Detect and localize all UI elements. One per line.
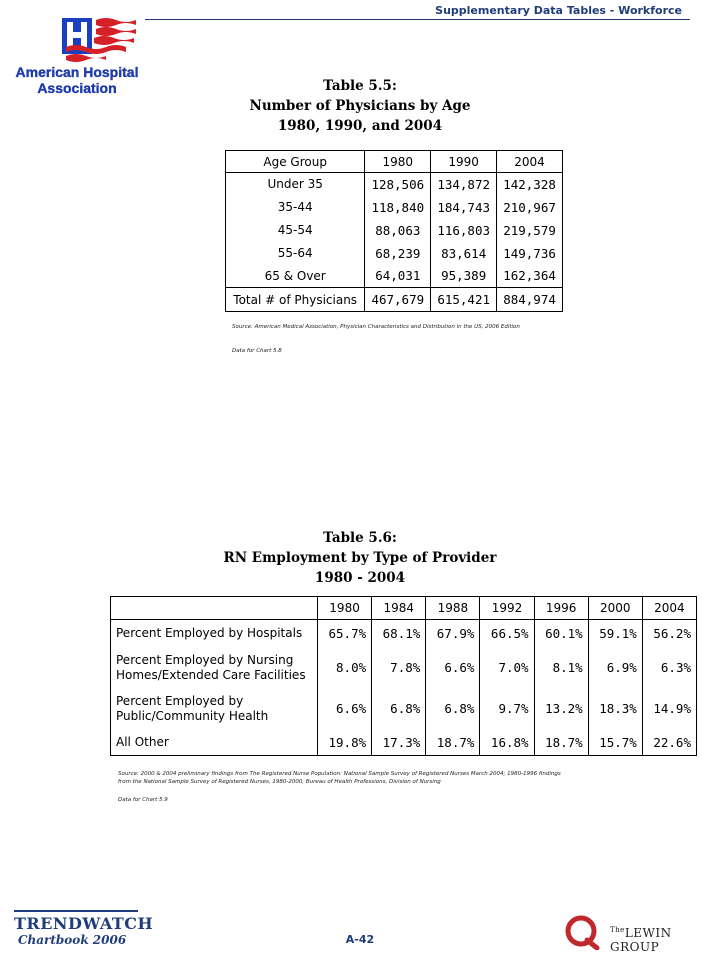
table-cell: 66.5%	[480, 620, 534, 648]
table-cell: 19.8%	[318, 730, 372, 756]
table-cell: 95,389	[431, 265, 497, 288]
row-label: 45-54	[226, 219, 365, 242]
table-5-5-source: Source: American Medical Association, Physician Characteristics and Distribution in the US, 2006 Edition	[232, 324, 520, 330]
table-cell: 18.7%	[426, 730, 480, 756]
column-header: 1990	[431, 151, 497, 173]
lewin-group-wordmark	[610, 926, 720, 954]
column-header: 1980	[365, 151, 431, 173]
table-cell: 219,579	[497, 219, 563, 242]
table-row	[226, 265, 563, 288]
column-header: 2000	[588, 597, 642, 620]
chartbook-label: Chartbook 2006	[18, 933, 127, 947]
table-cell: 59.1%	[588, 620, 642, 648]
table-header-row	[226, 151, 563, 173]
row-label: 65 & Over	[226, 265, 365, 288]
table-5-6-title-line2: RN Employment by Type of Provider	[223, 550, 497, 566]
table-cell: 15.7%	[588, 730, 642, 756]
table-cell: 184,743	[431, 196, 497, 219]
table-5-5-chart-note: Data for Chart 5.8	[232, 348, 282, 354]
lewin-name: LEWIN GROUP	[610, 926, 672, 954]
aha-wordmark-line2: Association	[37, 80, 117, 96]
table-row	[226, 219, 563, 242]
row-label	[111, 688, 318, 730]
table-cell: 134,872	[431, 173, 497, 196]
table-cell: 118,840	[365, 196, 431, 219]
table-5-6-source-line2: from the National Sample Survey of Registered Nurses, 1980-2000, Bureau of Health Professions, Division of Nursing	[118, 779, 441, 785]
table-5-6-source-line1: Source: 2000 & 2004 preliminary findings from The Registered Nurse Population: National Sample Survey of Registered Nurses March 2004; 1980-1996 findings	[118, 771, 561, 777]
column-header	[111, 597, 318, 620]
table-cell: 16.8%	[480, 730, 534, 756]
aha-wordmark-line1: American Hospital	[15, 64, 139, 80]
column-header: Age Group	[226, 151, 365, 173]
section-header-title: Supplementary Data Tables - Workforce	[435, 4, 682, 17]
table-row	[226, 173, 563, 196]
table-row	[111, 620, 697, 648]
table-cell: 210,967	[497, 196, 563, 219]
table-row	[226, 242, 563, 265]
table-cell: 884,974	[497, 288, 563, 312]
table-cell: 68,239	[365, 242, 431, 265]
row-label: 35-44	[226, 196, 365, 219]
table-cell: 615,421	[431, 288, 497, 312]
trendwatch-wordmark: TRENDWATCH	[14, 910, 138, 933]
table-cell: 6.6%	[318, 688, 372, 730]
column-header: 1988	[426, 597, 480, 620]
table-cell: 64,031	[365, 265, 431, 288]
table-cell: 7.0%	[480, 648, 534, 688]
table-5-5-title-line3: 1980, 1990, and 2004	[277, 118, 443, 134]
table-cell: 6.3%	[642, 648, 696, 688]
table-5-6-title	[0, 528, 720, 588]
table-cell: 6.6%	[426, 648, 480, 688]
table-5-6-chart-note: Data for Chart 5.9	[118, 797, 168, 803]
table-row	[111, 730, 697, 756]
table-cell: 149,736	[497, 242, 563, 265]
table-cell: 6.9%	[588, 648, 642, 688]
table-cell: 116,803	[431, 219, 497, 242]
table-cell: 14.9%	[642, 688, 696, 730]
table-cell: 6.8%	[426, 688, 480, 730]
table-cell: 18.7%	[534, 730, 588, 756]
row-label-line1: Percent Employed by Hospitals	[116, 626, 303, 641]
table-cell: 67.9%	[426, 620, 480, 648]
table-cell: 128,506	[365, 173, 431, 196]
table-cell: 142,328	[497, 173, 563, 196]
table-cell: 7.8%	[372, 648, 426, 688]
row-label-line1: Percent Employed by Nursing	[116, 652, 294, 667]
table-row	[111, 688, 697, 730]
table-cell: 68.1%	[372, 620, 426, 648]
table-cell: 13.2%	[534, 688, 588, 730]
column-header: 1984	[372, 597, 426, 620]
table-cell: 83,614	[431, 242, 497, 265]
table-cell: 8.1%	[534, 648, 588, 688]
table-cell: 467,679	[365, 288, 431, 312]
header-divider	[145, 19, 690, 20]
row-label: 55-64	[226, 242, 365, 265]
total-label: Total # of Physicians	[226, 288, 365, 312]
table-row	[111, 648, 697, 688]
table-cell: 18.3%	[588, 688, 642, 730]
table-cell: 60.1%	[534, 620, 588, 648]
table-cell: 9.7%	[480, 688, 534, 730]
rn-employment-table	[110, 596, 697, 756]
table-cell: 8.0%	[318, 648, 372, 688]
table-row	[226, 196, 563, 219]
table-header-row	[111, 597, 697, 620]
column-header: 2004	[642, 597, 696, 620]
row-label	[111, 648, 318, 688]
row-label: Under 35	[226, 173, 365, 196]
row-label-line2: Public/Community Health	[116, 708, 269, 723]
table-5-5-title	[0, 76, 720, 136]
table-cell: 6.8%	[372, 688, 426, 730]
table-5-6-title-line3: 1980 - 2004	[314, 570, 406, 586]
table-cell: 17.3%	[372, 730, 426, 756]
table-cell: 162,364	[497, 265, 563, 288]
row-label-line2: Homes/Extended Care Facilities	[116, 667, 306, 682]
column-header: 1996	[534, 597, 588, 620]
column-header: 1992	[480, 597, 534, 620]
row-label	[111, 620, 318, 648]
table-cell: 65.7%	[318, 620, 372, 648]
page-number: A-42	[345, 933, 375, 946]
lewin-prefix: The	[610, 926, 625, 934]
row-label-line1: Percent Employed by	[116, 693, 244, 708]
column-header: 2004	[497, 151, 563, 173]
table-cell: 56.2%	[642, 620, 696, 648]
table-5-5-title-line1: Table 5.5:	[323, 78, 397, 94]
row-label	[111, 730, 318, 756]
table-cell: 88,063	[365, 219, 431, 242]
physicians-by-age-table	[225, 150, 563, 312]
table-5-5-title-line2: Number of Physicians by Age	[249, 98, 471, 114]
table-5-6-source	[118, 770, 708, 786]
table-cell: 22.6%	[642, 730, 696, 756]
column-header: 1980	[318, 597, 372, 620]
table-total-row	[226, 288, 563, 312]
row-label-line1: All Other	[116, 734, 169, 749]
table-5-6-title-line1: Table 5.6:	[323, 530, 397, 546]
